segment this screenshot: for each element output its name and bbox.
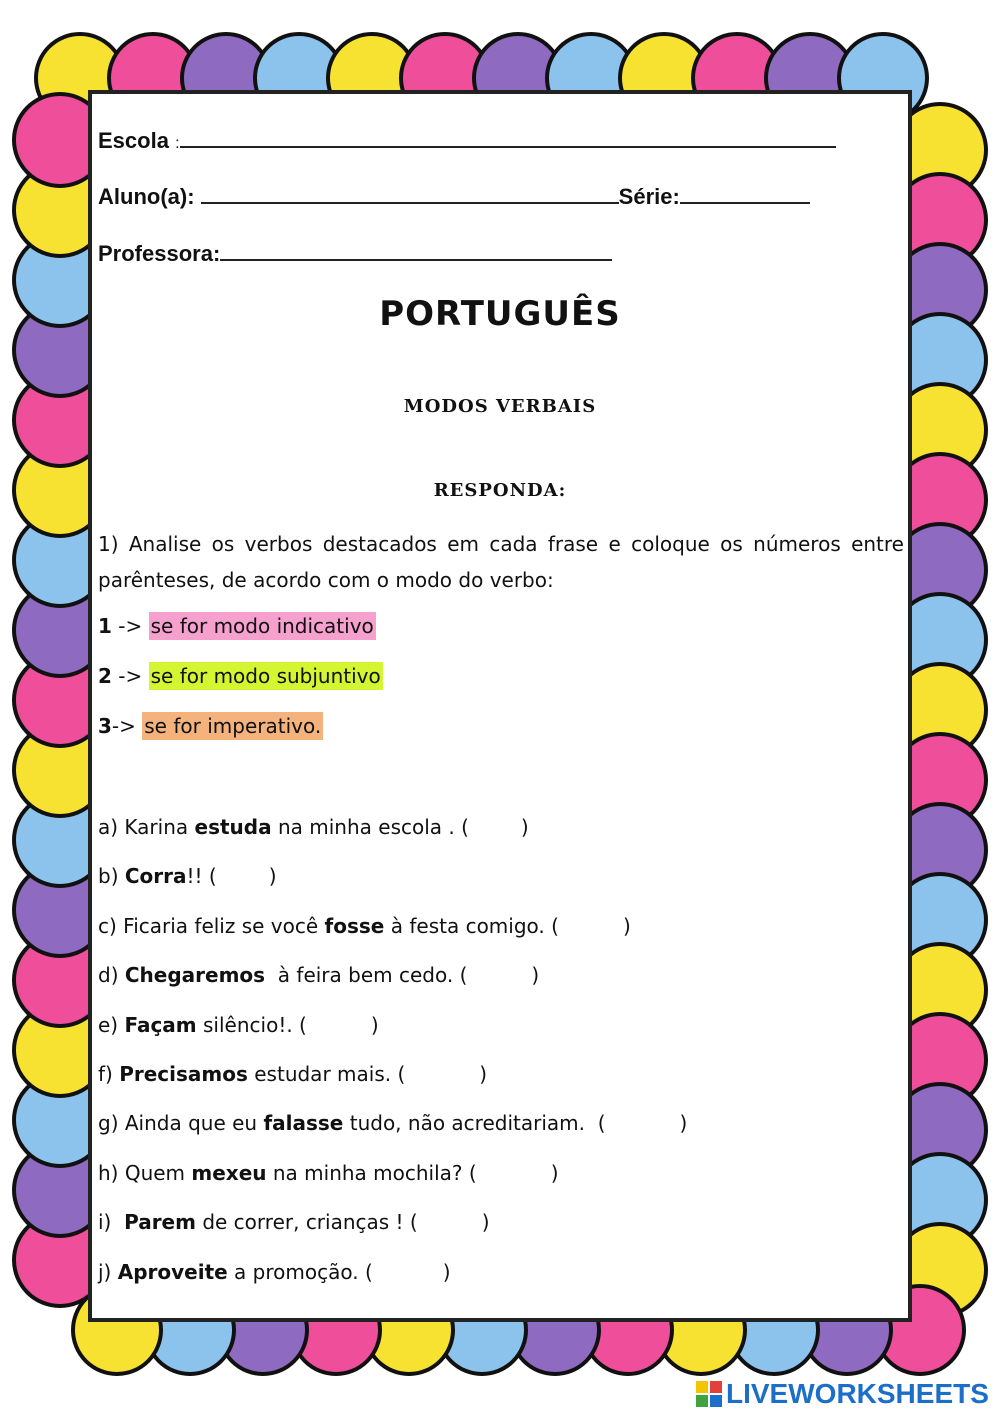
highlighted-verb: Façam	[124, 1012, 197, 1037]
legend-item-1	[98, 614, 376, 638]
teacher-label: Professora:	[98, 241, 221, 266]
watermark	[696, 1374, 989, 1414]
legend-arrow: ->	[111, 714, 143, 738]
item-text: i)	[98, 1210, 125, 1235]
school-input-line[interactable]	[180, 126, 836, 148]
highlighted-verb: Aproveite	[117, 1259, 228, 1284]
item-text: b)	[98, 864, 125, 889]
answer-blank[interactable]	[477, 1160, 551, 1180]
school-colon: :	[175, 135, 180, 152]
teacher-input-line[interactable]	[220, 239, 612, 261]
answer-blank[interactable]	[217, 863, 269, 883]
exercise-item	[98, 1160, 559, 1185]
legend-item-3	[98, 714, 323, 738]
exercise-item	[98, 814, 529, 839]
exercise-item	[98, 1012, 379, 1037]
closing-parenthesis: )	[622, 913, 631, 938]
exercise-item	[98, 913, 631, 938]
answer-blank[interactable]	[469, 814, 521, 834]
legend-arrow: ->	[111, 614, 149, 638]
closing-parenthesis: )	[679, 1111, 688, 1136]
legend-description: se for modo subjuntivo	[150, 664, 381, 688]
item-text: na minha mochila? (	[266, 1160, 477, 1185]
item-text: tudo, não acreditariam. (	[343, 1111, 606, 1136]
legend-description: se for imperativo.	[144, 714, 322, 738]
item-text: h) Quem	[98, 1160, 192, 1185]
student-field	[98, 182, 810, 210]
item-text: à festa comigo. (	[384, 913, 559, 938]
highlighted-verb: estuda	[194, 815, 272, 839]
answer-blank[interactable]	[418, 1209, 482, 1229]
grade-input-line[interactable]	[680, 182, 810, 204]
item-text: d)	[98, 963, 125, 988]
highlighted-verb: fosse	[324, 913, 385, 938]
highlighted-verb: Corra	[124, 864, 187, 889]
answer-blank[interactable]	[405, 1061, 479, 1081]
closing-parenthesis: )	[268, 864, 277, 889]
highlighted-verb: Chegaremos	[124, 963, 266, 988]
grade-label: Série:	[618, 184, 680, 209]
exercise-item	[98, 962, 539, 987]
closing-parenthesis: )	[370, 1012, 379, 1037]
liveworksheets-logo-icon	[696, 1381, 722, 1407]
item-text: f)	[98, 1062, 120, 1086]
answer-blank[interactable]	[467, 962, 531, 982]
item-text: a promoção. (	[227, 1259, 373, 1284]
highlighted-verb: mexeu	[191, 1160, 267, 1185]
exercise-item	[98, 1061, 487, 1086]
answer-blank[interactable]	[373, 1259, 443, 1279]
highlighted-verb: Parem	[124, 1210, 196, 1235]
item-text: e)	[98, 1012, 125, 1037]
closing-parenthesis: )	[442, 1259, 451, 1284]
answer-blank[interactable]	[559, 913, 623, 933]
closing-parenthesis: )	[550, 1160, 559, 1185]
exercise-item	[98, 1110, 687, 1135]
legend-number: 2	[98, 664, 112, 688]
answer-blank[interactable]	[307, 1012, 371, 1032]
legend-description: se for modo indicativo	[150, 614, 374, 638]
closing-parenthesis: )	[531, 963, 540, 988]
item-text: estudar mais. (	[247, 1062, 406, 1086]
legend-arrow: ->	[111, 664, 149, 688]
student-label: Aluno(a):	[98, 184, 195, 209]
item-text: c) Ficaria feliz se você	[98, 913, 325, 938]
item-text: j)	[98, 1259, 118, 1284]
school-label: Escola	[98, 128, 169, 153]
item-text: na minha escola . (	[271, 815, 469, 839]
legend-item-2	[98, 664, 383, 688]
exercise-item	[98, 863, 277, 888]
worksheet-page	[88, 90, 912, 1322]
closing-parenthesis: )	[481, 1210, 490, 1235]
section-subtitle: MODOS VERBAIS	[403, 396, 597, 417]
item-text: g) Ainda que eu	[98, 1111, 264, 1136]
legend-number: 3	[98, 714, 112, 738]
legend-number: 1	[98, 614, 112, 638]
item-text: silêncio!. (	[196, 1012, 307, 1037]
item-text: a) Karina	[98, 815, 195, 839]
instruction-heading: RESPONDA:	[433, 480, 567, 501]
closing-parenthesis: )	[479, 1062, 488, 1086]
exercise-item	[98, 1209, 490, 1234]
school-field	[98, 126, 836, 154]
question-text: 1) Analise os verbos destacados em cada frase e coloque os números entre parênteses, de acordo com o modo do verbo:	[98, 532, 904, 592]
item-text: à feira bem cedo. (	[265, 963, 468, 988]
item-text: de correr, crianças ! (	[195, 1210, 418, 1235]
highlighted-verb: Precisamos	[119, 1062, 248, 1086]
watermark-text: LIVEWORKSHEETS	[726, 1378, 989, 1409]
student-input-line[interactable]	[201, 182, 619, 204]
exercise-item	[98, 1259, 451, 1284]
teacher-field	[98, 239, 612, 267]
item-text: !! (	[186, 864, 217, 889]
page-title: PORTUGUÊS	[379, 294, 621, 334]
closing-parenthesis: )	[520, 815, 529, 839]
highlighted-verb: falasse	[263, 1111, 344, 1136]
answer-blank[interactable]	[606, 1110, 680, 1130]
